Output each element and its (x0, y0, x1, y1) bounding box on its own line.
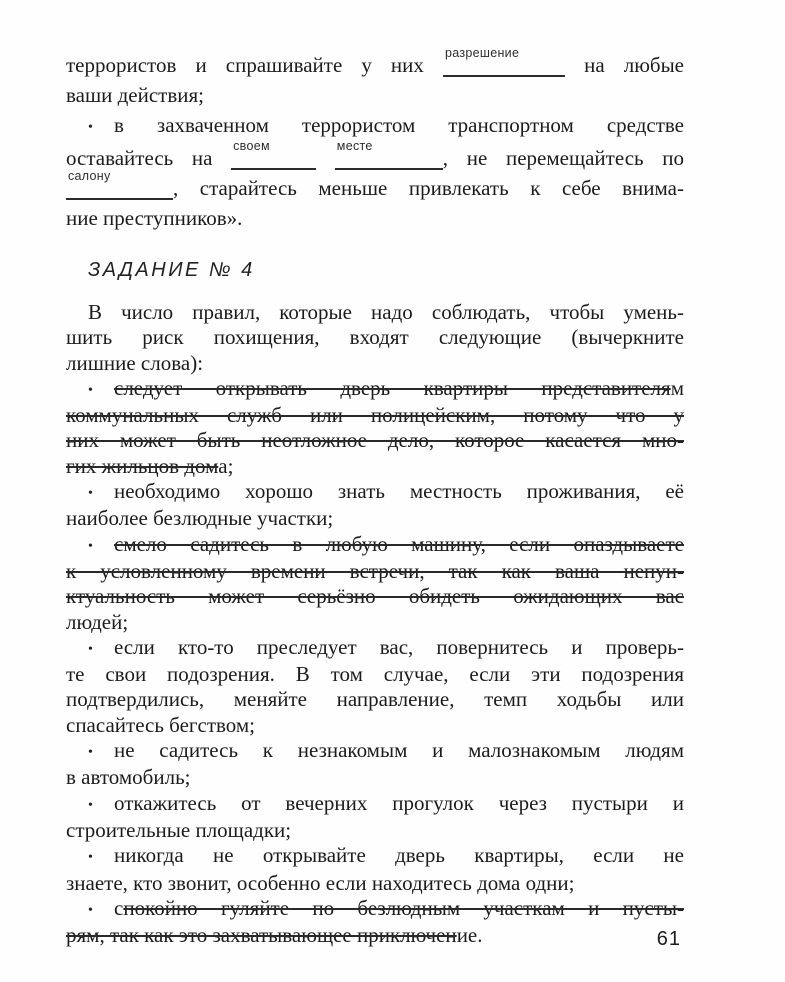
text-line (66, 843, 684, 870)
text-segment (316, 146, 335, 170)
text-segment: ие. (456, 923, 483, 948)
text-segment: , не перемещайтесь по (442, 146, 684, 170)
bullet-stroll-wastelands-struck (66, 896, 684, 949)
text-segment: откажитесь от вечерних прогулок через пустыри и (114, 790, 684, 815)
text-line (66, 532, 684, 559)
text-line (66, 479, 684, 506)
text-segment: знаете, кто звонит, особенно если находитесь дома одни; (66, 870, 575, 895)
text-line (66, 110, 684, 143)
text-segment: В число правил, которые надо соблюдать, чтобы умень- (88, 300, 684, 324)
text-line (66, 610, 684, 635)
struck-text: к условленному времени встречи, так как ваша непун- (66, 558, 684, 583)
text-line (66, 169, 684, 203)
bullet-icon: • (88, 538, 93, 554)
text-segment: м (670, 375, 684, 400)
text-segment: подтвердились, меняйте направление, темп ходьбы или (66, 687, 684, 712)
handwritten-answer: разрешение (445, 46, 520, 60)
bullet-know-your-area (66, 479, 684, 532)
text-line (66, 203, 684, 233)
struck-text: них может быть неотложное дело, которое касается мно- (66, 428, 684, 453)
bullet-open-door-to-services-struck (66, 376, 684, 479)
paragraph-task-instruction (66, 300, 684, 376)
text-line (66, 896, 684, 923)
text-line (66, 713, 684, 738)
text-line (66, 403, 684, 428)
bullet-icon: • (88, 797, 93, 813)
text-line (66, 923, 684, 948)
text-segment: строительные площадки; (66, 817, 292, 842)
text-line (66, 871, 684, 896)
bullet-icon: • (88, 641, 93, 657)
text-line (66, 738, 684, 765)
text-segment: с (114, 895, 124, 920)
document-body (66, 46, 685, 948)
bullet-avoid-evening-walks (66, 791, 684, 844)
struck-text: смело садитесь в любую машину, если опаздываете (114, 531, 684, 556)
bullet-stay-in-seat (66, 110, 684, 233)
text-line (66, 687, 684, 712)
struck-text: коммунальных служб или полицейским, потому что у (66, 403, 684, 428)
text-segment: необходимо хорошо знать местность проживания, её (114, 479, 684, 504)
fill-in-blank[interactable] (335, 139, 443, 170)
bullet-icon: • (88, 902, 93, 918)
fill-in-blank[interactable] (231, 139, 316, 170)
struck-text: покойно гуляйте по безлюдным участкам и пусты- (123, 895, 684, 920)
text-segment: на любые (565, 53, 685, 77)
text-segment: террористов и спрашивайте у них (66, 53, 443, 77)
text-line (66, 559, 684, 584)
text-line (66, 139, 684, 173)
text-segment: оставайтесь на (66, 146, 232, 170)
handwritten-answer: своем (233, 139, 270, 153)
text-segment: в автомобиль; (66, 765, 191, 790)
text-line (66, 818, 684, 843)
handwritten-answer: салону (68, 169, 111, 183)
text-segment: те свои подозрения. В том случае, если эти подозрения (66, 662, 684, 687)
text-line (66, 428, 684, 453)
bullet-get-in-any-car-struck (66, 532, 684, 635)
text-segment: никогда не открывайте дверь квартиры, если не (114, 843, 684, 868)
fill-in-blank[interactable] (66, 169, 173, 200)
text-line (66, 351, 684, 376)
bullet-icon: • (88, 486, 93, 502)
bullet-icon: • (88, 382, 93, 398)
bullet-icon: • (88, 745, 93, 761)
text-line (66, 325, 684, 350)
text-line (66, 584, 684, 609)
text-segment: в захваченном террористом транспортном средстве (114, 113, 684, 137)
struck-text: рям, так как это захватывающее приключен (66, 923, 457, 948)
text-line (66, 376, 684, 403)
bullet-icon: • (88, 120, 93, 135)
text-segment: людей; (66, 609, 129, 634)
bullet-icon: • (88, 850, 93, 866)
bullet-dont-ride-with-strangers (66, 738, 684, 791)
text-segment: если кто-то преследует вас, повернитесь и проверь- (114, 634, 684, 659)
bullet-check-if-followed (66, 635, 684, 738)
handwritten-answer: месте (336, 139, 373, 153)
text-segment: наиболее безлюдные участки; (66, 506, 334, 531)
page-number: 61 (656, 928, 681, 950)
text-segment: спасайтесь бегством; (66, 712, 256, 737)
text-line (66, 662, 684, 687)
text-line (66, 80, 684, 110)
section-heading: ЗАДАНИЕ № 4 (88, 259, 255, 281)
bullet-never-open-door (66, 843, 684, 896)
text-segment: шить риск похищения, входят следующие (вычеркните (66, 325, 684, 350)
text-line (66, 635, 684, 662)
paragraph-terrorist-rules-continuation (66, 46, 685, 110)
fill-in-blank[interactable] (443, 46, 565, 77)
text-line (66, 765, 684, 790)
struck-text: гих жильцов дом (66, 453, 219, 478)
text-line (66, 300, 684, 325)
struck-text: ктуальность может серьёзно обидеть ожидающих вас (66, 584, 684, 609)
text-line (66, 791, 684, 818)
text-line (66, 46, 685, 80)
text-line (66, 454, 684, 479)
text-segment: , старайтесь меньше привлекать к себе внима- (173, 176, 684, 200)
text-segment: ние преступников». (66, 206, 243, 230)
text-segment: ваши действия; (66, 83, 205, 107)
text-line (66, 506, 684, 531)
struck-text: следует открывать дверь квартиры представителя (114, 375, 671, 400)
text-segment: не садитесь к незнакомым и малознакомым людям (114, 738, 684, 763)
text-segment: а; (218, 453, 234, 478)
text-segment: лишние слова): (66, 350, 204, 375)
